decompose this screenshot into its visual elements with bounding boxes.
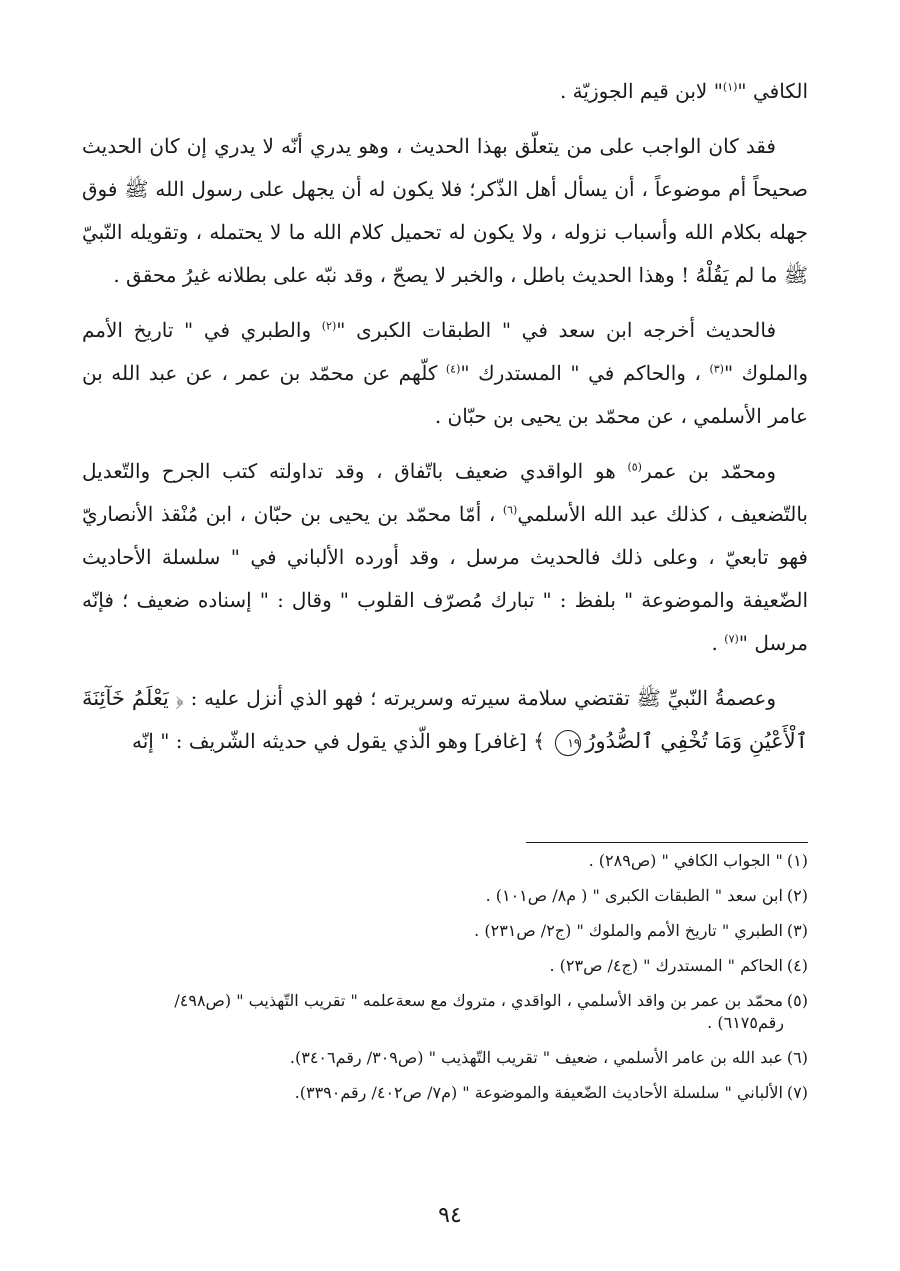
- text-segment: الكافي ": [737, 79, 808, 103]
- footnote-number: (٢): [786, 886, 808, 905]
- ayah-number-icon: ١٩: [555, 730, 581, 756]
- text-segment: فالحديث أخرجه ابن سعد في " الطبقات الكبرى ": [336, 318, 777, 342]
- footnote-5: [82, 990, 808, 1034]
- text-segment: ومحمّد بن عمر: [641, 459, 776, 483]
- page-number: ٩٤: [438, 1203, 462, 1228]
- paragraph-3: [82, 309, 808, 438]
- paragraph-2: [82, 125, 808, 297]
- footnote-text: الطبري " تاريخ الأمم والملوك " (ج٢/ ص٢٣١) .: [474, 921, 783, 940]
- footnote-text: ابن سعد " الطبقات الكبرى " ( م٨/ ص١٠١) .: [485, 886, 783, 905]
- footnote-7: [82, 1082, 808, 1104]
- footnote-separator: [526, 842, 808, 843]
- footnote-1: [82, 850, 808, 872]
- text-segment: ﴾ [غافر] وهو الّذي يقول في حديثه الشّريف : " إنّه: [132, 729, 552, 753]
- paragraph-1: [82, 70, 808, 113]
- paragraph-4: [82, 450, 808, 665]
- footnote-6: [82, 1047, 808, 1069]
- footnote-ref-7[interactable]: (٧): [724, 632, 739, 646]
- footnote-ref-4[interactable]: (٤): [445, 362, 461, 376]
- text-segment: وعصمةُ النّبيِّ ﷺ تقتضي سلامة سيرته وسريرته ؛ فهو الذي أنزل عليه : ﴿: [168, 686, 777, 710]
- text-segment: ، أمّا محمّد بن يحيى بن حبّان ، ابن مُنْقذ الأنصاريّ فهو تابعيّ ، وعلى ذلك فالحديث مرسل ، وقد أورده الألباني في " سلسلة الأحاديث الضّعيفة والموضوعة " بلفظ : " تبارك مُصرّف القلوب " وقال : " إسناده ضعيف ؛ فإنّه مرسل ": [82, 502, 808, 655]
- footnote-ref-1[interactable]: (١): [722, 80, 738, 94]
- footnote-text: عبد الله بن عامر الأسلمي ، ضعيف " تقريب التّهذيب " (ص٣٠٩/ رقم٣٤٠٦).: [289, 1048, 783, 1067]
- paragraph-5: [82, 677, 808, 763]
- footnote-number: (٦): [786, 1048, 808, 1067]
- text-segment: " لابن قيم الجوزيّة .: [559, 79, 723, 103]
- text-segment: هو الواقدي ضعيف باتّفاق ، وقد تداولته كتب الجرح والتّعديل بالتّضعيف ، كذلك عبد الله الأسلمي: [82, 459, 808, 526]
- text-segment: والطبري في " تاريخ الأمم والملوك ": [82, 318, 808, 385]
- main-text: [82, 70, 808, 775]
- footnote-number: (١): [786, 851, 808, 870]
- footnote-number: (٤): [786, 956, 808, 975]
- footnote-text: الحاكم " المستدرك " (ج٤/ ص٢٣) .: [549, 956, 783, 975]
- text-segment: فقد كان الواجب على من يتعلّق بهذا الحديث ، وهو يدري أنّه لا يدري إن كان الحديث صحيحاً أم موضوعاً ، أن يسأل أهل الذّكر؛ فلا يكون له أن يجهل على رسول الله ﷺ فوق جهله بكلام الله وأسباب نزوله ، ولا يكون له تحميل كلام الله ما لا يحتمله ، وتقويله النّبيّ ﷺ ما لم يَقُلْهُ ! وهذا الحديث باطل ، والخبر لا يصحّ ، وقد نبّه على بطلانه غيرُ محقق .: [82, 134, 808, 287]
- footnote-continuation: رقم٦١٧٥) .: [707, 1013, 784, 1032]
- footnote-2: [82, 885, 808, 907]
- footnote-ref-3[interactable]: (٣): [709, 362, 724, 376]
- footnote-3: [82, 920, 808, 942]
- footnote-number: (٣): [786, 921, 808, 940]
- text-segment: كلّهم عن محمّد بن عمر ، عن عبد الله بن عامر الأسلمي ، عن محمّد بن يحيى بن حبّان .: [82, 361, 808, 428]
- quran-verse: يَعْلَمُ خَآئِنَةَ ٱلْأَعْيُنِ وَمَا تُخْفِي ٱلصُّدُورُ: [82, 686, 808, 753]
- footnote-text: محمّد بن عمر بن واقد الأسلمي ، الواقدي ، متروك مع سعةعلمه " تقريب التّهذيب " (ص٤٩٨/: [174, 991, 783, 1010]
- footnote-text: الألباني " سلسلة الأحاديث الضّعيفة والموضوعة " (م٧/ ص٤٠٢/ رقم٣٣٩٠).: [294, 1083, 783, 1102]
- footnote-ref-6[interactable]: (٦): [502, 503, 518, 517]
- text-segment: ، والحاكم في " المستدرك ": [460, 361, 710, 385]
- footnote-text: " الجواب الكافي " (ص٢٨٩) .: [588, 851, 783, 870]
- footnote-ref-5[interactable]: (٥): [627, 460, 642, 474]
- footnote-ref-2[interactable]: (٢): [321, 319, 337, 333]
- footnote-number: (٧): [786, 1083, 808, 1102]
- footnotes: [82, 850, 808, 1117]
- footnote-number: (٥): [786, 991, 808, 1010]
- footnote-4: [82, 955, 808, 977]
- text-segment: .: [711, 631, 725, 655]
